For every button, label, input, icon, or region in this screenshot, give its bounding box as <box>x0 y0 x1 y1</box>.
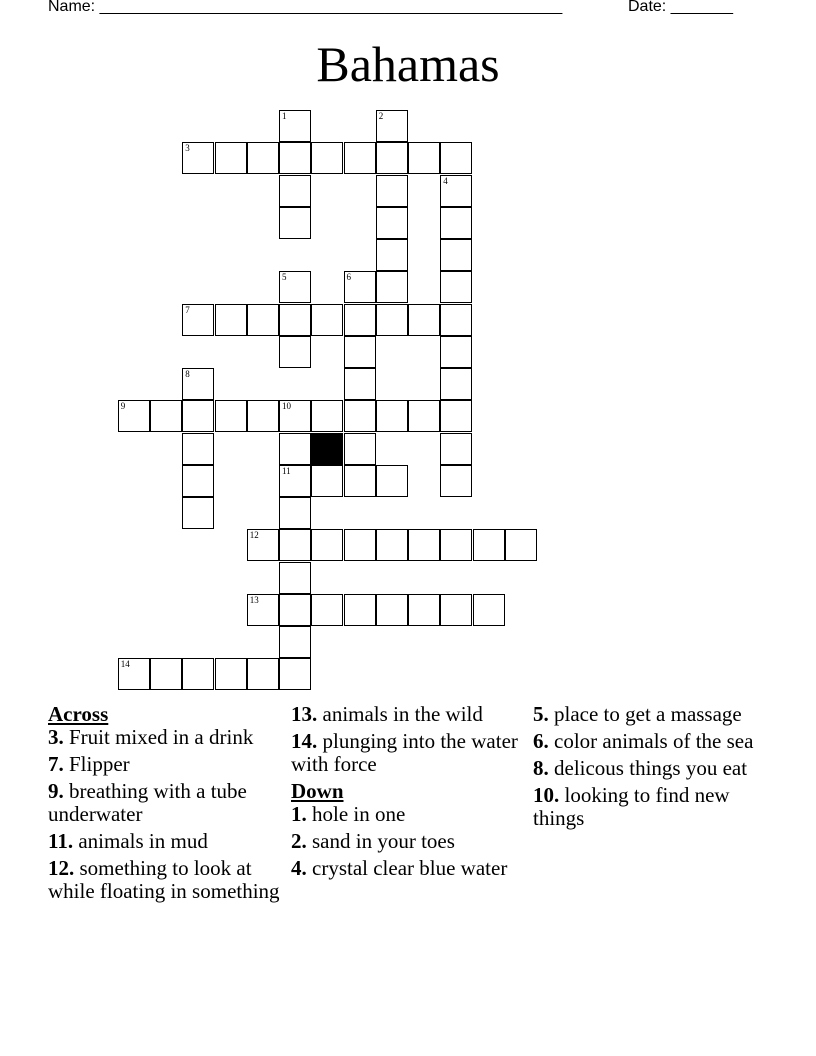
clue-number: 9 <box>120 401 126 412</box>
clue-across-7: 7. Flipper <box>48 752 130 776</box>
grid-cell[interactable] <box>440 400 472 432</box>
grid-cell[interactable] <box>440 368 472 400</box>
grid-cell[interactable] <box>440 336 472 368</box>
grid-cell[interactable] <box>311 304 343 336</box>
grid-cell[interactable] <box>150 658 182 690</box>
grid-cell[interactable] <box>182 465 214 497</box>
clue-number: 1 <box>282 111 287 121</box>
clue-across-14: 14. plunging into the water with force <box>291 729 518 776</box>
name-field-label: Name: ____________________________________________________ <box>48 0 563 15</box>
grid-cell[interactable] <box>247 594 279 626</box>
grid-cell[interactable] <box>247 304 279 336</box>
clue-down-1: 1. hole in one <box>291 802 406 826</box>
grid-cell[interactable] <box>215 304 247 336</box>
grid-cell[interactable] <box>440 175 472 207</box>
clue-across-9: 9. breathing with a tube underwater <box>48 779 247 826</box>
grid-cell[interactable] <box>279 433 311 465</box>
grid-cell[interactable] <box>247 658 279 690</box>
grid-cell[interactable] <box>311 400 343 432</box>
grid-cell[interactable] <box>182 433 214 465</box>
grid-cell[interactable] <box>279 465 311 497</box>
grid-cell[interactable] <box>408 142 440 174</box>
clue-number: 5 <box>282 272 287 283</box>
clue-column-2 <box>291 703 531 884</box>
grid-cell[interactable] <box>247 142 279 174</box>
clue-number: 3 <box>185 143 190 154</box>
grid-cell[interactable] <box>440 465 472 497</box>
grid-cell[interactable] <box>344 433 376 465</box>
grid-cell[interactable] <box>505 529 537 561</box>
grid-cell[interactable] <box>279 529 311 561</box>
grid-cell[interactable] <box>376 400 408 432</box>
grid-cell[interactable] <box>440 433 472 465</box>
grid-cell[interactable] <box>279 594 311 626</box>
grid-cell[interactable] <box>279 271 311 303</box>
grid-cell[interactable] <box>376 110 408 142</box>
grid-black-cell <box>311 433 343 465</box>
grid-cell[interactable] <box>311 142 343 174</box>
grid-cell[interactable] <box>376 175 408 207</box>
grid-cell[interactable] <box>182 658 214 690</box>
grid-cell[interactable] <box>440 142 472 174</box>
clue-number: 4 <box>443 175 448 186</box>
grid-cell[interactable] <box>376 207 408 239</box>
grid-cell[interactable] <box>344 336 376 368</box>
grid-cell[interactable] <box>473 594 505 626</box>
down-heading: Down <box>291 779 344 803</box>
grid-cell[interactable] <box>279 207 311 239</box>
grid-cell[interactable] <box>215 142 247 174</box>
grid-cell[interactable] <box>440 304 472 336</box>
grid-cell[interactable] <box>344 529 376 561</box>
grid-cell[interactable] <box>344 465 376 497</box>
grid-cell[interactable] <box>182 400 214 432</box>
grid-cell[interactable] <box>279 175 311 207</box>
clue-across-11: 11. animals in mud <box>48 829 208 853</box>
clue-down-4: 4. crystal clear blue water <box>291 856 508 880</box>
clue-down-2: 2. sand in your toes <box>291 829 455 853</box>
grid-cell[interactable] <box>279 304 311 336</box>
clue-down-6: 6. color animals of the sea <box>533 729 754 753</box>
clue-down-8: 8. delicous things you eat <box>533 756 748 780</box>
grid-cell[interactable] <box>440 239 472 271</box>
clue-number: 14 <box>120 659 130 670</box>
grid-cell[interactable] <box>344 400 376 432</box>
grid-cell[interactable] <box>376 529 408 561</box>
grid-cell[interactable] <box>408 529 440 561</box>
grid-cell[interactable] <box>182 497 214 529</box>
grid-cell[interactable] <box>215 400 247 432</box>
grid-cell[interactable] <box>182 142 214 174</box>
clue-number: 10 <box>282 401 291 412</box>
clue-number: 7 <box>185 304 190 315</box>
grid-cell[interactable] <box>344 142 376 174</box>
grid-cell[interactable] <box>440 529 472 561</box>
clue-number: 8 <box>185 369 190 379</box>
clue-number: 13 <box>249 594 259 605</box>
grid-cell[interactable] <box>376 142 408 174</box>
grid-cell[interactable] <box>215 658 247 690</box>
grid-cell[interactable] <box>247 400 279 432</box>
grid-cell[interactable] <box>279 658 311 690</box>
clue-down-5: 5. place to get a massage <box>533 702 742 726</box>
grid-cell[interactable] <box>440 207 472 239</box>
grid-cell[interactable] <box>279 336 311 368</box>
grid-cell[interactable] <box>182 304 214 336</box>
clue-column-1 <box>48 703 288 907</box>
grid-cell[interactable] <box>311 529 343 561</box>
grid-cell[interactable] <box>376 594 408 626</box>
grid-cell[interactable] <box>344 594 376 626</box>
grid-cell[interactable] <box>376 465 408 497</box>
grid-cell[interactable] <box>279 497 311 529</box>
clue-number: 11 <box>282 465 291 476</box>
clue-down-10: 10. looking to find new things <box>533 783 730 830</box>
grid-cell[interactable] <box>473 529 505 561</box>
clue-across-12: 12. something to look at while floating in something <box>48 856 280 903</box>
grid-cell[interactable] <box>279 400 311 432</box>
grid-cell[interactable] <box>118 658 150 690</box>
grid-cell[interactable] <box>311 594 343 626</box>
grid-cell[interactable] <box>311 465 343 497</box>
grid-cell[interactable] <box>376 304 408 336</box>
grid-cell[interactable] <box>440 594 472 626</box>
clue-across-3: 3. Fruit mixed in a drink <box>48 725 254 749</box>
grid-cell[interactable] <box>279 110 311 142</box>
clue-number: 12 <box>249 530 259 541</box>
grid-cell[interactable] <box>344 271 376 303</box>
grid-cell[interactable] <box>118 400 150 432</box>
grid-cell[interactable] <box>408 304 440 336</box>
clue-across-13: 13. animals in the wild <box>291 702 483 726</box>
date-field-label: Date: _______ <box>628 0 733 15</box>
grid-cell[interactable] <box>440 271 472 303</box>
grid-cell[interactable] <box>279 142 311 174</box>
clue-number: 2 <box>378 111 384 121</box>
grid-cell[interactable] <box>408 594 440 626</box>
grid-cell[interactable] <box>150 400 182 432</box>
grid-cell[interactable] <box>408 400 440 432</box>
grid-cell[interactable] <box>344 368 376 400</box>
grid-cell[interactable] <box>182 368 214 400</box>
grid-cell[interactable] <box>247 529 279 561</box>
across-heading: Across <box>48 702 109 726</box>
grid-cell[interactable] <box>376 239 408 271</box>
clue-number: 6 <box>346 272 351 283</box>
grid-cell[interactable] <box>376 271 408 303</box>
grid-cell[interactable] <box>279 562 311 594</box>
puzzle-title: Bahamas <box>316 36 500 92</box>
grid-cell[interactable] <box>344 304 376 336</box>
clue-column-3 <box>533 703 773 834</box>
grid-cell[interactable] <box>279 626 311 658</box>
